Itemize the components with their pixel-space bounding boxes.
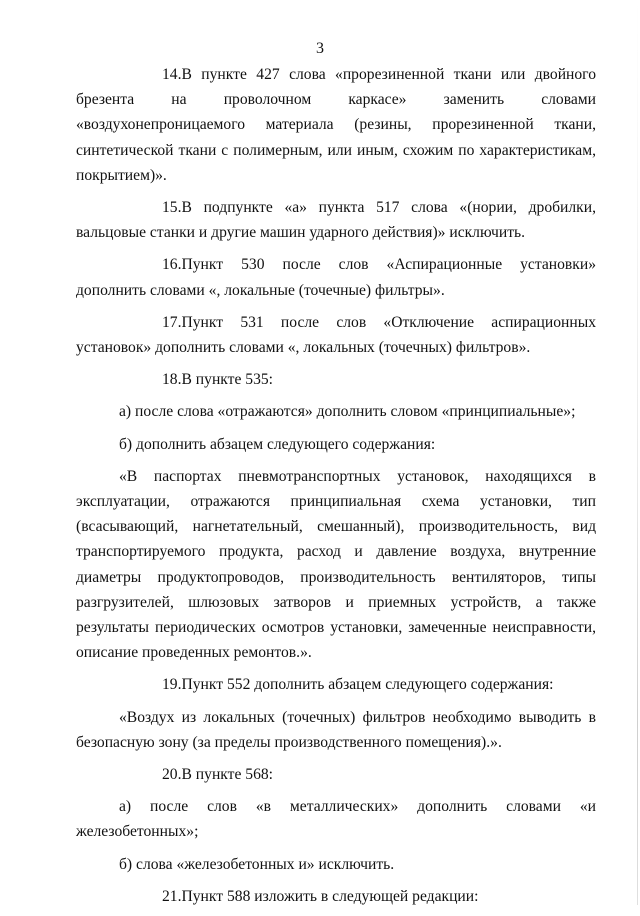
- paragraph-text: В пункте 535:: [181, 371, 274, 389]
- item-number: 17.: [162, 313, 182, 331]
- subitem-a-535: [76, 399, 596, 424]
- paragraph-15: [76, 195, 596, 245]
- paragraph-14: [76, 62, 596, 188]
- paragraph-text: «В паспортах пневмотранспортных установок, находящихся в эксплуатации, отражаются принципиальная схема установки, тип (всасывающий, нагнетательный, смешанный), производительность, вид транспортируемого продукта, расход и давление воздуха, внутренние диаметры продуктопроводов, производительность вентиляторов, типы разгрузителей, шлюзовых затворов и приемных устройств, а также результаты периодических осмотров установки, замеченные неисправности, описание проведенных ремонтов.».: [76, 467, 596, 662]
- paragraph-text: б) дополнить абзацем следующего содержания:: [119, 435, 436, 453]
- quoted-paragraph-535: [76, 464, 596, 666]
- item-number: 18.: [162, 371, 182, 389]
- scan-edge-line: [637, 0, 638, 905]
- paragraph-text: В подпункте «а» пункта 517 слова «(нории, дробилки, вальцовые станки и другие машин ударного действия)» исключить.: [76, 199, 596, 242]
- paragraph-text: б) слова «железобетонных и» исключить.: [119, 855, 395, 873]
- paragraph-text: Пункт 531 после слов «Отключение аспирационных установок» дополнить словами «, локальных (точечных) фильтров».: [76, 313, 596, 357]
- paragraph-text: В пункте 568:: [181, 766, 274, 784]
- paragraph-16: [76, 252, 596, 302]
- paragraph-18: [76, 367, 596, 392]
- paragraph-19: [76, 672, 596, 697]
- paragraph-text: В пункте 427 слова «прорезиненной ткани или двойного брезента на проволочном каркасе» заменить словами «воздухонепроницаемого материала (резины, прорезиненной ткани, синтетической ткани с полимерным, или иным, схожим по характеристикам, покрытием)».: [76, 66, 596, 184]
- subitem-a-568: [76, 794, 596, 844]
- paragraph-21: [76, 884, 596, 909]
- paragraph-text: а) после слова «отражаются» дополнить словом «принципиальные»;: [119, 403, 576, 421]
- paragraph-text: Пункт 530 после слов «Аспирационные установки» дополнить словами «, локальные (точечные) фильтры».: [76, 256, 596, 299]
- paragraph-text: Пункт 552 дополнить абзацем следующего содержания:: [181, 676, 554, 694]
- paragraph-text: «Воздух из локальных (точечных) фильтров необходимо выводить в безопасную зону (за пределы производственного помещения).».: [76, 708, 596, 751]
- subitem-b-568: [76, 852, 596, 877]
- item-number: 20.: [162, 766, 182, 784]
- document-body: [76, 62, 596, 916]
- item-number: 19.: [162, 676, 182, 694]
- item-number: 15.: [162, 199, 182, 217]
- quoted-paragraph-552: [76, 705, 596, 755]
- page-number: 3: [316, 40, 324, 57]
- item-number: 21.: [162, 887, 182, 905]
- item-number: 14.: [162, 66, 182, 83]
- paragraph-text: Пункт 588 изложить в следующей редакции:: [181, 887, 479, 905]
- paragraph-text: а) после слов «в металлических» дополнить словами «и железобетонных»;: [76, 798, 596, 841]
- paragraph-17: [76, 310, 596, 360]
- subitem-b-535: [76, 432, 596, 457]
- item-number: 16.: [162, 256, 182, 274]
- paragraph-20: [76, 762, 596, 787]
